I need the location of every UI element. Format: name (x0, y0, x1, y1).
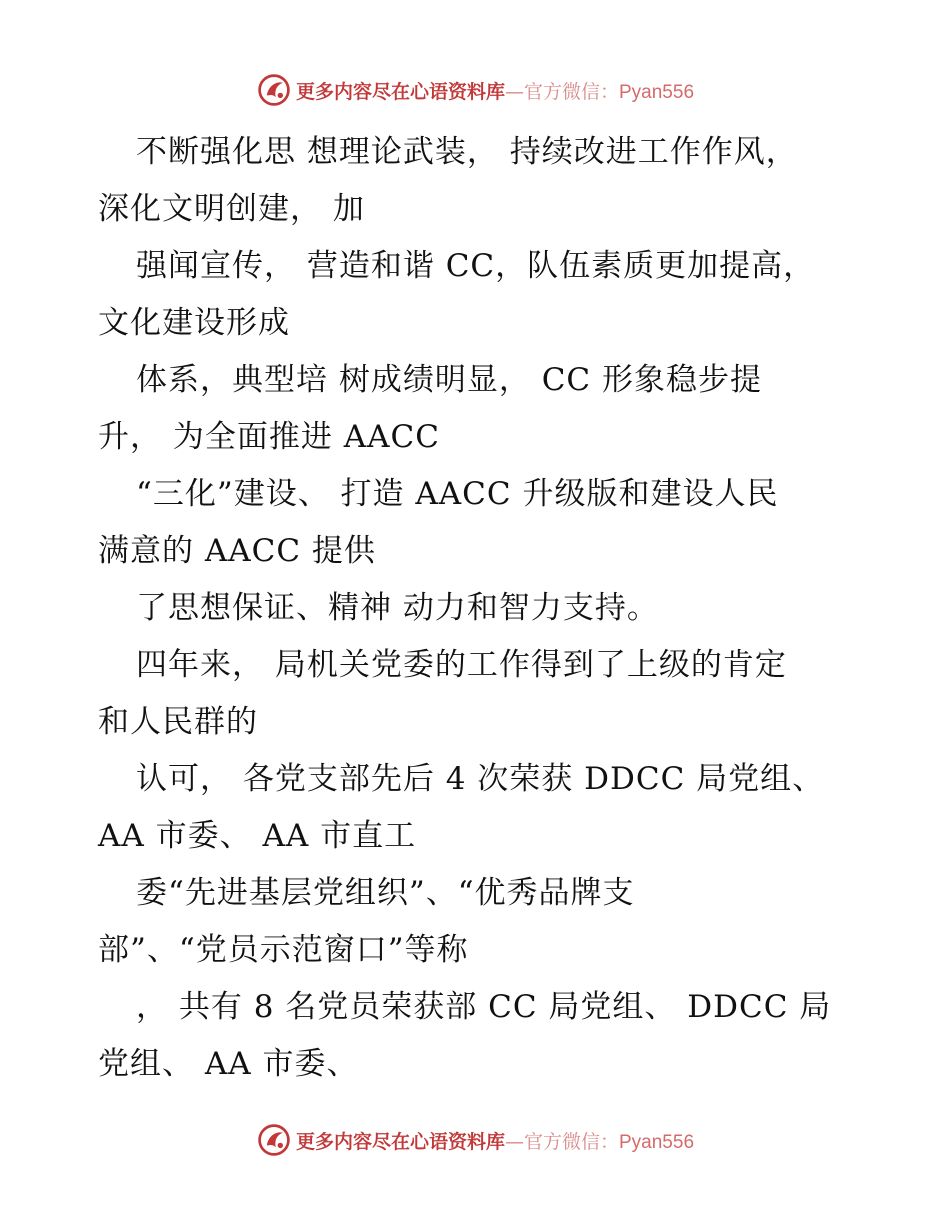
text-line: 和人民群的 (98, 704, 258, 740)
text-line: 四年来， 局机关党委的工作得到了上级的肯定 (136, 647, 787, 683)
text-line: 升， 为全面推进 AACC (98, 419, 440, 455)
text-line: 不断强化思 想理论武装， 持续改进工作作风， (136, 134, 798, 170)
text-line: 认可， 各党支部先后 4 次荣获 DDCC 局党组、 (136, 761, 825, 797)
text-line: 深化文明创建， 加 (98, 191, 365, 227)
banner-middle: 官方微信： (523, 1130, 619, 1153)
header-banner (0, 70, 950, 110)
text-line: 满意的 AACC 提供 (98, 533, 376, 569)
document-body (98, 124, 858, 1093)
footer-banner (0, 1120, 950, 1160)
text-line: 党组、 AA 市委、 (98, 1046, 359, 1082)
banner-dash: — (504, 1130, 524, 1153)
flame-swirl-logo-icon (256, 1122, 292, 1158)
text-line: 了思想保证、精神 动力和智力支持。 (136, 590, 659, 626)
text-line: AA 市委、 AA 市直工 (98, 818, 417, 854)
banner-text (296, 77, 694, 104)
text-line: 强闻宣传， 营造和谐 CC，队伍素质更加提高， (136, 248, 816, 284)
banner-wechat-id: Pyan556 (619, 1131, 695, 1153)
banner-middle: 官方微信： (523, 80, 619, 103)
text-line: 体系，典型培 树成绩明显， CC 形象稳步提 (136, 362, 762, 398)
text-line: 委“先进基层党组织”、“优秀品牌支 (136, 875, 635, 911)
banner-highlight: 更多内容尽在心语资料库 (295, 80, 505, 103)
flame-swirl-logo-icon (256, 72, 292, 108)
text-line: 文化建设形成 (98, 305, 290, 341)
text-line: ， 共有 8 名党员荣获部 CC 局党组、 DDCC 局 (136, 989, 832, 1025)
banner-text (296, 1127, 694, 1154)
banner-wechat-id: Pyan556 (619, 81, 695, 103)
text-line: “三化”建设、 打造 AACC 升级版和建设人民 (136, 476, 779, 512)
banner-dash: — (504, 80, 524, 103)
text-line: 部”、“党员示范窗口”等称 (98, 932, 469, 968)
banner-highlight: 更多内容尽在心语资料库 (295, 1130, 505, 1153)
